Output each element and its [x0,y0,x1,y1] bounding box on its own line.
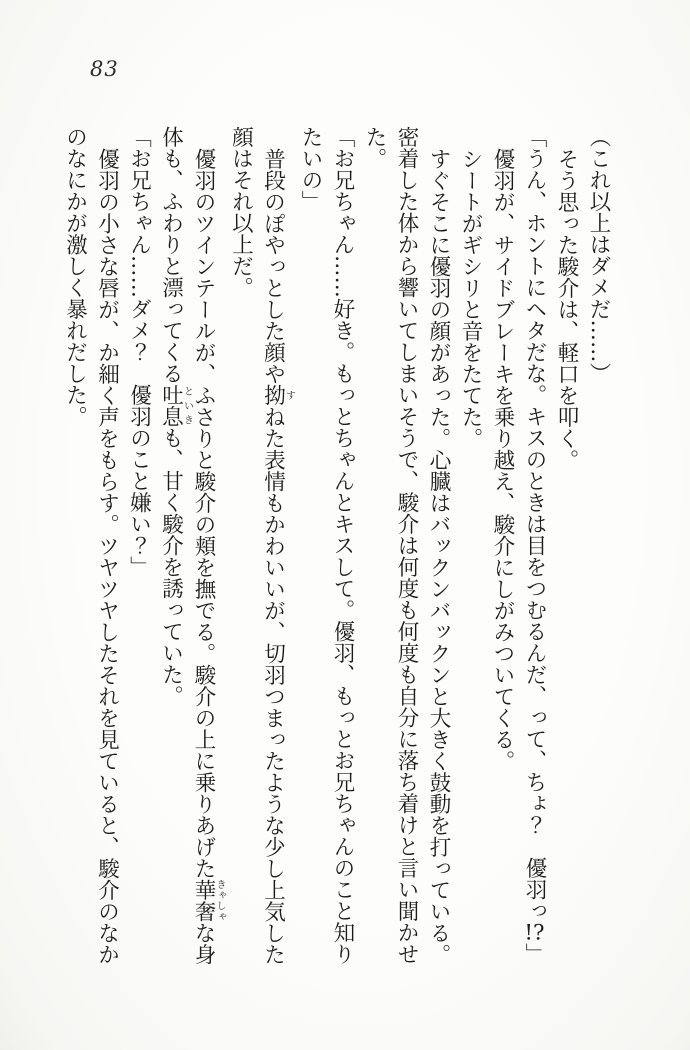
tatechuyoko-exclamation: !? [524,921,545,943]
paragraph-3: 「うん、ホントにヘタだな。キスのときは目をつむるんだ、って、ちょ？ 優羽っ!?」 [522,126,547,965]
paragraph-2: そう思った駿介は、軽口を叩く。 [554,147,579,470]
paragraph-1: （これ以上はダメだ……） [586,126,611,384]
paragraph-10: 「お兄ちゃん……ダメ？ 優羽のこと嫌い？」 [126,126,152,578]
text-block [59,126,615,971]
page-number: 83 [90,57,119,81]
paragraph-7: 「お兄ちゃん……好き。もっとちゃんとキスして。優羽、もっとお兄ちゃんのこと知りたいの」 [298,126,355,965]
paragraph-9: 優羽のツインテールが、ふさりと駿介の頬を撫でる。駿介の上に乗りあげた華奢きゃしゃな身体も、ふわりと漂ってくる吐息といきも、甘く駿介を誘っていた。 [158,126,225,965]
ruby-annotated-word: 拗す [260,384,295,406]
paragraph-4: 優羽が、サイドブレーキを乗り越え、駿介にしがみついてくる。 [490,147,515,771]
paragraph-11: 優羽の小さな唇が、か細く声をもらす。ツヤツヤしたそれを見ていると、駿介のなかのなにかが激しく暴れだした。 [62,126,120,965]
paragraph-8: 普段のぽやっとした顔や拗すねた表情もかわいいが、切羽つまったような少し上気した顔はそれ以上だ。 [228,126,295,965]
ruby-annotated-word: 華奢きゃしゃ [191,878,225,922]
paragraph-5: シートがギシリと音をたてた。 [458,147,483,449]
ruby-annotated-word: 吐息といき [158,384,193,427]
paragraph-6: すぐそこに優羽の顔があった。心臓はバックンバックンと大きく鼓動を打っている。密着した体から響いてしまいそうで、駿介は何度も何度も自分に落ち着けと言い聞かせた。 [362,126,451,965]
